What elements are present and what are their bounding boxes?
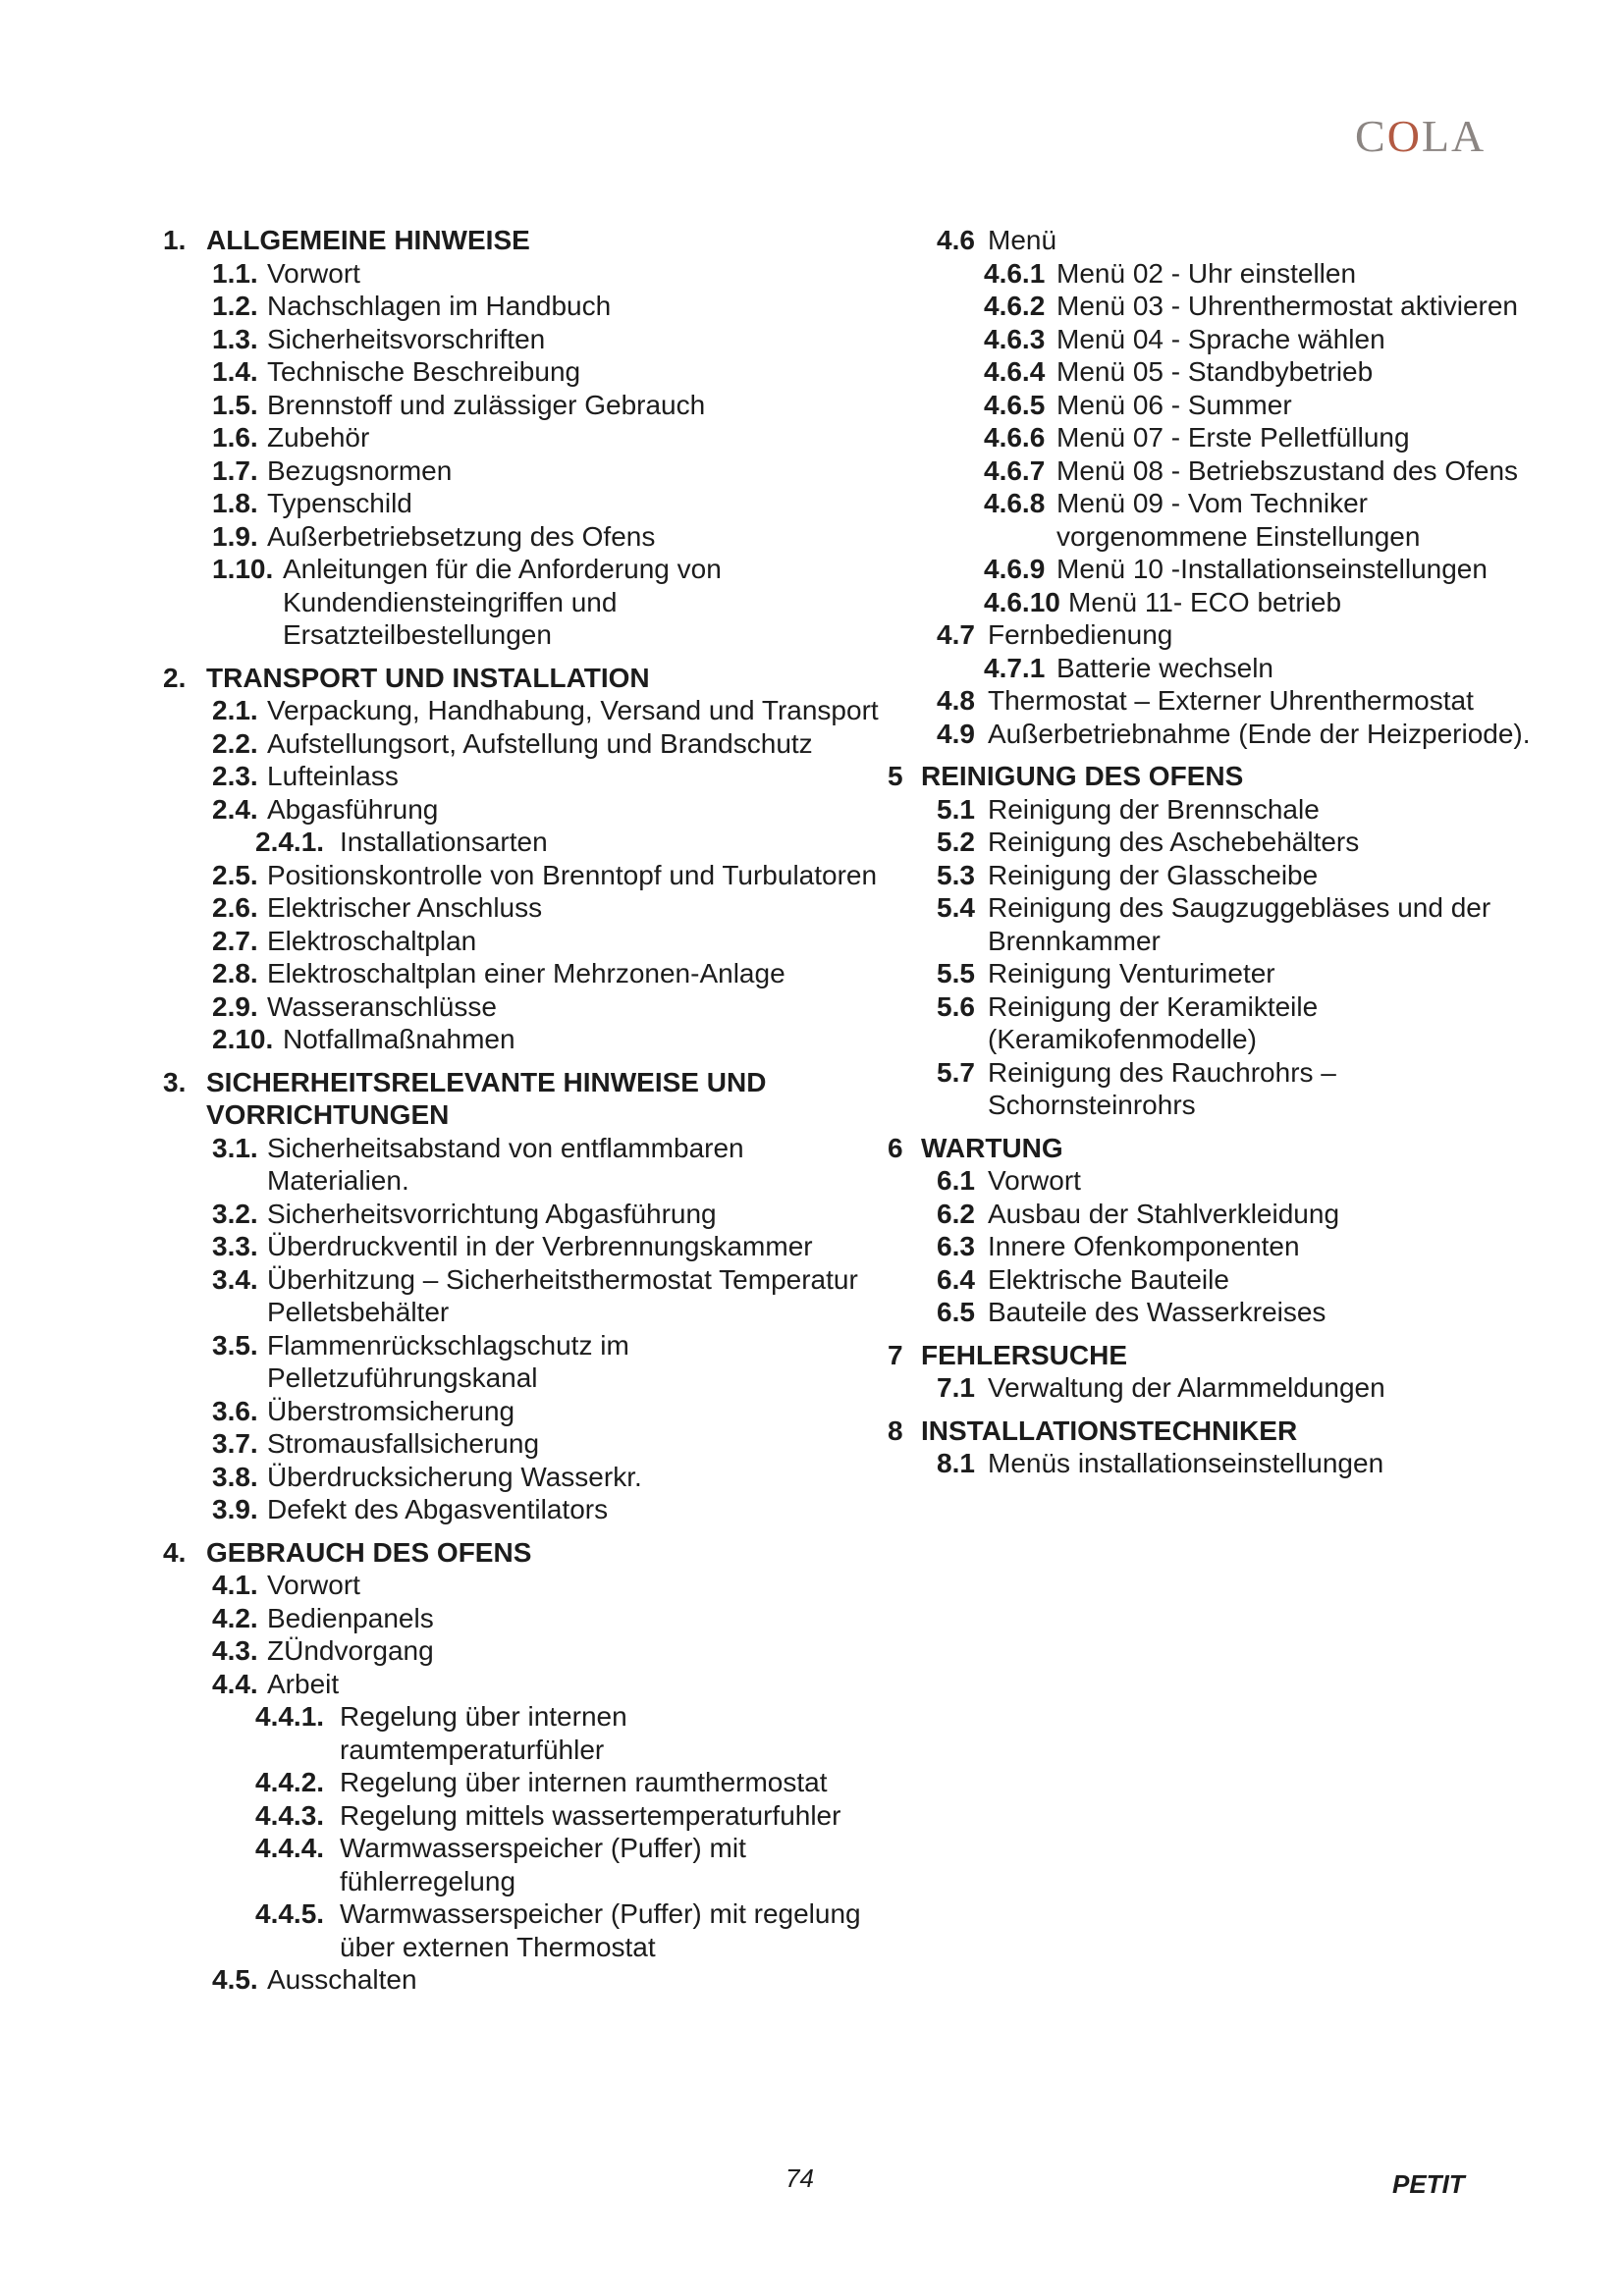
- toc-entry[interactable]: [888, 718, 1536, 751]
- toc-heading-number: 6: [888, 1132, 903, 1163]
- toc-entry-number: 4.6.5: [984, 389, 1046, 420]
- toc-entry[interactable]: [888, 618, 1536, 652]
- toc-entry-text: Notfallmaßnahmen: [283, 1024, 515, 1054]
- toc-entry-number: 2.2.: [212, 727, 258, 759]
- toc-entry-number: 6.5: [937, 1297, 975, 1327]
- toc-heading[interactable]: [163, 1066, 890, 1132]
- toc-entry-text: Aufstellungsort, Aufstellung und Brandschutz: [267, 727, 813, 759]
- toc-entry[interactable]: [888, 586, 1536, 619]
- toc-entry[interactable]: [888, 389, 1536, 422]
- toc-entry[interactable]: [163, 957, 890, 990]
- toc-heading[interactable]: [888, 1339, 1536, 1372]
- toc-entry-number: 3.6.: [212, 1395, 258, 1426]
- toc-entry[interactable]: [888, 1296, 1536, 1329]
- toc-section: [888, 1339, 1536, 1405]
- toc-heading-number: 8: [888, 1415, 903, 1446]
- toc-section: [163, 224, 890, 652]
- toc-section: [888, 1132, 1536, 1329]
- toc-entry-text: Vorwort: [267, 1570, 360, 1600]
- toc-entry-text: Vorwort: [267, 257, 360, 289]
- toc-entry-number: 4.4.3.: [255, 1799, 325, 1831]
- toc-entry[interactable]: [888, 793, 1536, 827]
- toc-entry-number: 4.6.4: [984, 356, 1046, 387]
- toc-heading-title: WARTUNG: [921, 1132, 1063, 1163]
- toc-entry[interactable]: [163, 727, 890, 761]
- toc-entry[interactable]: [888, 487, 1536, 553]
- toc-entry-text: Brennstoff und zulässiger Gebrauch: [267, 389, 706, 420]
- toc-entry[interactable]: [163, 1395, 890, 1428]
- toc-entry[interactable]: [163, 1668, 890, 1701]
- toc-entry[interactable]: [888, 553, 1536, 586]
- toc-heading[interactable]: [888, 1415, 1536, 1448]
- toc-section: [163, 662, 890, 1056]
- toc-entry-text: Reinigung der Glasscheibe: [988, 859, 1319, 890]
- toc-entry[interactable]: [163, 1634, 890, 1668]
- toc-entry[interactable]: [888, 224, 1536, 257]
- toc-entry[interactable]: [163, 1427, 890, 1461]
- toc-entry[interactable]: [163, 1963, 890, 1997]
- toc-entry-text: Regelung über internen raumthermostat: [340, 1767, 828, 1797]
- toc-entry-text: Menü 05 - Standbybetrieb: [1056, 356, 1374, 387]
- toc-section: [888, 1415, 1536, 1480]
- toc-entry-number: 2.5.: [212, 859, 258, 890]
- toc-entry-number: 7.1: [937, 1372, 975, 1403]
- toc-heading-number: 7: [888, 1339, 903, 1370]
- toc-entry-number: 1.8.: [212, 488, 258, 518]
- toc-entry-text: Nachschlagen im Handbuch: [267, 291, 612, 321]
- toc-entry-text: Arbeit: [267, 1668, 340, 1699]
- toc-entry[interactable]: [888, 1198, 1536, 1231]
- toc-entry-number: 8.1: [937, 1448, 975, 1478]
- toc-section: [163, 1536, 890, 1997]
- toc-heading-title: GEBRAUCH DES OFENS: [206, 1536, 532, 1568]
- toc-entry-text: Defekt des Abgasventilators: [267, 1494, 609, 1524]
- toc-entry-number: 4.4.: [212, 1668, 258, 1699]
- toc-entry-number: 5.6: [937, 990, 975, 1022]
- toc-entry-text: Menüs installationseinstellungen: [988, 1448, 1384, 1478]
- toc-entry-text: Menü 07 - Erste Pelletfüllung: [1056, 422, 1410, 453]
- toc-entry-text: ZÜndvorgang: [267, 1635, 434, 1666]
- toc-heading-number: 1.: [163, 225, 187, 255]
- toc-entry[interactable]: [888, 1263, 1536, 1297]
- toc-entry-number: 6.4: [937, 1263, 975, 1295]
- toc-entry-text: Warmwasserspeicher (Puffer) mit fühlerregelung: [340, 1833, 746, 1896]
- toc-entry[interactable]: [888, 454, 1536, 488]
- toc-entry[interactable]: [163, 487, 890, 520]
- toc-entry[interactable]: [163, 891, 890, 925]
- toc-entry[interactable]: [888, 1056, 1536, 1122]
- toc-entry-text: Bezugsnormen: [267, 454, 453, 486]
- toc-entry-number: 2.4.: [212, 793, 258, 825]
- toc-entry[interactable]: [163, 1602, 890, 1635]
- toc-section: [888, 224, 1536, 750]
- toc-entry[interactable]: [163, 421, 890, 454]
- toc-entry[interactable]: [163, 1569, 890, 1602]
- toc-entry[interactable]: [888, 1371, 1536, 1405]
- toc-entry[interactable]: [163, 1799, 890, 1833]
- toc-entry[interactable]: [163, 760, 890, 793]
- toc-entry-number: 1.3.: [212, 323, 258, 354]
- toc-entry-number: 2.9.: [212, 990, 258, 1022]
- toc-entry-number: 5.7: [937, 1056, 975, 1088]
- toc-heading-number: 3.: [163, 1066, 187, 1097]
- toc-entry-number: 4.8: [937, 685, 975, 716]
- toc-entry-number: 1.5.: [212, 389, 258, 420]
- toc-entry-text: Technische Beschreibung: [267, 356, 581, 387]
- toc-entry[interactable]: [163, 454, 890, 488]
- toc-entry[interactable]: [888, 257, 1536, 291]
- toc-entry-text: Lufteinlass: [267, 761, 399, 791]
- toc-entry-text: Menü 06 - Summer: [1056, 389, 1292, 420]
- toc-entry[interactable]: [163, 323, 890, 356]
- toc-entry-number: 3.7.: [212, 1428, 258, 1459]
- toc-entry-number: 4.2.: [212, 1602, 258, 1633]
- toc-entry-number: 2.10.: [212, 1024, 274, 1054]
- toc-entry-number: 4.4.4.: [255, 1833, 325, 1863]
- toc-entry[interactable]: [888, 684, 1536, 718]
- toc-entry[interactable]: [888, 1447, 1536, 1480]
- toc-entry-number: 4.6.7: [984, 454, 1046, 486]
- toc-entry-text: Elektroschaltplan einer Mehrzonen-Anlage: [267, 958, 785, 988]
- toc-entry[interactable]: [888, 859, 1536, 892]
- toc-entry-text: Ausschalten: [267, 1964, 417, 1995]
- toc-entry-number: 1.1.: [212, 257, 258, 289]
- toc-section: [888, 760, 1536, 1122]
- toc-entry-number: 3.5.: [212, 1329, 258, 1361]
- toc-entry-number: 2.8.: [212, 958, 258, 988]
- toc-entry-text: Anleitungen für die Anforderung von Kundendiensteingriffen und Ersatzteilbestellungen: [283, 554, 722, 650]
- toc-entry-text: Zubehör: [267, 422, 370, 453]
- toc-entry[interactable]: [888, 957, 1536, 990]
- toc-entry-text: Reinigung Venturimeter: [988, 958, 1275, 988]
- toc-entry-text: Menü 08 - Betriebszustand des Ofens: [1056, 454, 1519, 486]
- toc-entry-text: Elektroschaltplan: [267, 925, 477, 956]
- toc-entry[interactable]: [163, 1329, 890, 1395]
- toc-heading[interactable]: [163, 1536, 890, 1570]
- toc-entry[interactable]: [888, 990, 1536, 1056]
- toc-entry-number: 3.8.: [212, 1461, 258, 1492]
- toc-entry-text: Regelung mittels wassertemperaturfuhler: [340, 1799, 841, 1831]
- toc-entry[interactable]: [163, 1230, 890, 1263]
- toc-entry[interactable]: [163, 826, 890, 859]
- toc-entry[interactable]: [163, 1023, 890, 1056]
- toc-entry[interactable]: [163, 1461, 890, 1494]
- toc-left-column: [163, 224, 890, 2006]
- toc-entry[interactable]: [163, 793, 890, 827]
- toc-entry-text: Batterie wechseln: [1056, 652, 1274, 683]
- toc-entry[interactable]: [163, 1832, 890, 1897]
- toc-entry-number: 2.4.1.: [255, 827, 325, 857]
- toc-entry[interactable]: [163, 859, 890, 892]
- toc-entry-text: Vorwort: [988, 1165, 1081, 1196]
- cola-logo: COLA: [1355, 111, 1487, 161]
- toc-right-column: [888, 224, 1536, 1490]
- toc-heading-title: INSTALLATIONSTECHNIKER: [921, 1415, 1298, 1446]
- toc-entry-number: 4.4.2.: [255, 1767, 325, 1797]
- toc-entry-text: Fernbedienung: [988, 619, 1173, 650]
- toc-entry-text: Menü 11- ECO betrieb: [1068, 586, 1342, 617]
- toc-entry[interactable]: [163, 694, 890, 727]
- toc-entry-number: 4.6.3: [984, 323, 1046, 354]
- toc-entry[interactable]: [888, 1164, 1536, 1198]
- toc-entry-text: Ausbau der Stahlverkleidung: [988, 1198, 1340, 1229]
- toc-entry-text: Sicherheitsabstand von entflammbaren Materialien.: [267, 1132, 744, 1196]
- toc-entry[interactable]: [163, 990, 890, 1024]
- toc-entry-number: 6.3: [937, 1231, 975, 1261]
- toc-entry[interactable]: [163, 553, 890, 652]
- toc-entry-number: 5.4: [937, 892, 975, 923]
- toc-heading[interactable]: [888, 1132, 1536, 1165]
- toc-entry-text: Verpackung, Handhabung, Versand und Transport: [267, 695, 879, 725]
- toc-entry[interactable]: [163, 1198, 890, 1231]
- toc-entry-text: Überhitzung – Sicherheitsthermostat Temperatur Pelletsbehälter: [267, 1263, 858, 1327]
- toc-entry[interactable]: [888, 290, 1536, 323]
- toc-entry-number: 4.3.: [212, 1635, 258, 1666]
- toc-entry[interactable]: [163, 1700, 890, 1766]
- toc-entry-text: Bedienpanels: [267, 1602, 434, 1633]
- toc-entry-text: Reinigung des Rauchrohrs – Schornsteinrohrs: [988, 1056, 1336, 1120]
- toc-entry-number: 5.5: [937, 958, 975, 988]
- toc-entry[interactable]: [163, 520, 890, 554]
- toc-heading[interactable]: [163, 224, 890, 257]
- toc-entry-text: Warmwasserspeicher (Puffer) mit regelung über externen Thermostat: [340, 1898, 861, 1962]
- toc-entry[interactable]: [163, 355, 890, 389]
- toc-entry[interactable]: [163, 1263, 890, 1329]
- toc-entry-text: Flammenrückschlagschutz im Pelletzuführungskanal: [267, 1329, 629, 1393]
- toc-entry-number: 4.1.: [212, 1570, 258, 1600]
- toc-entry-number: 3.9.: [212, 1494, 258, 1524]
- toc-entry[interactable]: [163, 1766, 890, 1799]
- toc-entry-text: Überstromsicherung: [267, 1395, 515, 1426]
- toc-entry-number: 4.6: [937, 225, 975, 255]
- toc-entry-text: Reinigung des Aschebehälters: [988, 827, 1360, 857]
- toc-entry-text: Wasseranschlüsse: [267, 990, 497, 1022]
- toc-heading[interactable]: [163, 662, 890, 695]
- toc-entry-text: Elektrische Bauteile: [988, 1263, 1229, 1295]
- toc-entry-number: 4.4.5.: [255, 1898, 325, 1929]
- toc-entry-number: 1.9.: [212, 520, 258, 552]
- toc-heading-title: REINIGUNG DES OFENS: [921, 761, 1244, 791]
- toc-entry-number: 5.1: [937, 793, 975, 825]
- toc-entry-text: Bauteile des Wasserkreises: [988, 1297, 1326, 1327]
- toc-entry-text: Außerbetriebsetzung des Ofens: [267, 520, 656, 552]
- toc-entry[interactable]: [163, 925, 890, 958]
- toc-entry[interactable]: [888, 891, 1536, 957]
- toc-entry-number: 6.2: [937, 1198, 975, 1229]
- toc-entry-number: 5.2: [937, 827, 975, 857]
- toc-entry[interactable]: [163, 1493, 890, 1526]
- toc-entry-text: Sicherheitsvorrichtung Abgasführung: [267, 1198, 717, 1229]
- toc-entry-text: Überdruckventil in der Verbrennungskammer: [267, 1231, 813, 1261]
- toc-entry-number: 1.2.: [212, 291, 258, 321]
- toc-entry-number: 2.3.: [212, 761, 258, 791]
- page-number: 74: [785, 2163, 814, 2193]
- toc-entry-number: 4.6.2: [984, 291, 1046, 321]
- toc-entry-text: Reinigung der Keramikteile (Keramikofenmodelle): [988, 990, 1319, 1054]
- toc-entry-number: 1.7.: [212, 454, 258, 486]
- toc-heading-number: 4.: [163, 1536, 187, 1568]
- toc-entry-text: Menü 09 - Vom Techniker vorgenommene Einstellungen: [1056, 488, 1421, 552]
- toc-entry-text: Reinigung der Brennschale: [988, 793, 1320, 825]
- toc-entry[interactable]: [888, 652, 1536, 685]
- toc-entry[interactable]: [163, 1132, 890, 1198]
- toc-entry-number: 4.6.10: [984, 586, 1060, 617]
- toc-entry[interactable]: [888, 421, 1536, 454]
- toc-entry-number: 3.4.: [212, 1263, 258, 1295]
- toc-entry-text: Stromausfallsicherung: [267, 1428, 540, 1459]
- toc-entry-number: 3.2.: [212, 1198, 258, 1229]
- toc-entry-text: Menü 03 - Uhrenthermostat aktivieren: [1056, 291, 1518, 321]
- toc-entry[interactable]: [888, 1230, 1536, 1263]
- toc-entry-number: 4.7: [937, 619, 975, 650]
- toc-entry-text: Abgasführung: [267, 793, 439, 825]
- toc-entry[interactable]: [163, 290, 890, 323]
- toc-entry-text: Verwaltung der Alarmmeldungen: [988, 1372, 1385, 1403]
- toc-entry-number: 2.6.: [212, 892, 258, 923]
- toc-section: [163, 1066, 890, 1526]
- toc-entry-number: 4.6.8: [984, 488, 1046, 518]
- toc-entry-text: Typenschild: [267, 488, 412, 518]
- toc-entry-number: 4.7.1: [984, 652, 1046, 683]
- toc-entry-number: 3.3.: [212, 1231, 258, 1261]
- toc-entry-number: 5.3: [937, 859, 975, 890]
- toc-entry[interactable]: [163, 1897, 890, 1963]
- toc-entry-number: 2.1.: [212, 695, 258, 725]
- toc-entry-text: Thermostat – Externer Uhrenthermostat: [988, 685, 1474, 716]
- toc-entry-text: Menü 10 -Installationseinstellungen: [1056, 554, 1488, 584]
- toc-heading-title: FEHLERSUCHE: [921, 1339, 1128, 1370]
- toc-entry-text: Menü 02 - Uhr einstellen: [1056, 257, 1357, 289]
- toc-entry[interactable]: [163, 389, 890, 422]
- toc-heading-title: SICHERHEITSRELEVANTE HINWEISE UND VORRICHTUNGEN: [206, 1066, 767, 1130]
- toc-entry[interactable]: [888, 826, 1536, 859]
- toc-entry-number: 4.9: [937, 718, 975, 749]
- toc-entry-number: 4.4.1.: [255, 1701, 325, 1732]
- toc-entry-number: 4.6.1: [984, 257, 1046, 289]
- toc-entry[interactable]: [888, 355, 1536, 389]
- model-name: PETIT: [1392, 2169, 1465, 2199]
- toc-entry-text: Positionskontrolle von Brenntopf und Turbulatoren: [267, 859, 878, 890]
- toc-entry-text: Menü 04 - Sprache wählen: [1056, 323, 1385, 354]
- toc-entry-text: Menü: [988, 225, 1057, 255]
- toc-entry-text: Überdrucksicherung Wasserkr.: [267, 1461, 642, 1492]
- toc-heading[interactable]: [888, 760, 1536, 793]
- toc-heading-title: ALLGEMEINE HINWEISE: [206, 225, 530, 255]
- toc-entry-number: 1.4.: [212, 356, 258, 387]
- toc-heading-number: 5: [888, 761, 903, 791]
- toc-entry-number: 1.10.: [212, 554, 274, 584]
- toc-entry-text: Elektrischer Anschluss: [267, 892, 543, 923]
- toc-entry-number: 6.1: [937, 1165, 975, 1196]
- toc-entry-number: 4.5.: [212, 1964, 258, 1995]
- toc-heading-title: TRANSPORT UND INSTALLATION: [206, 662, 650, 693]
- toc-entry-number: 3.1.: [212, 1132, 258, 1163]
- toc-entry-number: 2.7.: [212, 925, 258, 956]
- toc-entry-number: 4.6.6: [984, 422, 1046, 453]
- toc-entry[interactable]: [163, 257, 890, 291]
- toc-entry-text: Sicherheitsvorschriften: [267, 323, 546, 354]
- toc-heading-number: 2.: [163, 662, 187, 693]
- toc-entry-text: Innere Ofenkomponenten: [988, 1231, 1300, 1261]
- toc-entry-number: 1.6.: [212, 422, 258, 453]
- toc-entry-text: Installationsarten: [340, 827, 548, 857]
- toc-entry-text: Regelung über internen raumtemperaturfühler: [340, 1701, 627, 1765]
- toc-entry-text: Außerbetriebnahme (Ende der Heizperiode).: [988, 718, 1531, 749]
- toc-entry[interactable]: [888, 323, 1536, 356]
- toc-entry-number: 4.6.9: [984, 554, 1046, 584]
- toc-entry-text: Reinigung des Saugzuggebläses und der Brennkammer: [988, 892, 1491, 956]
